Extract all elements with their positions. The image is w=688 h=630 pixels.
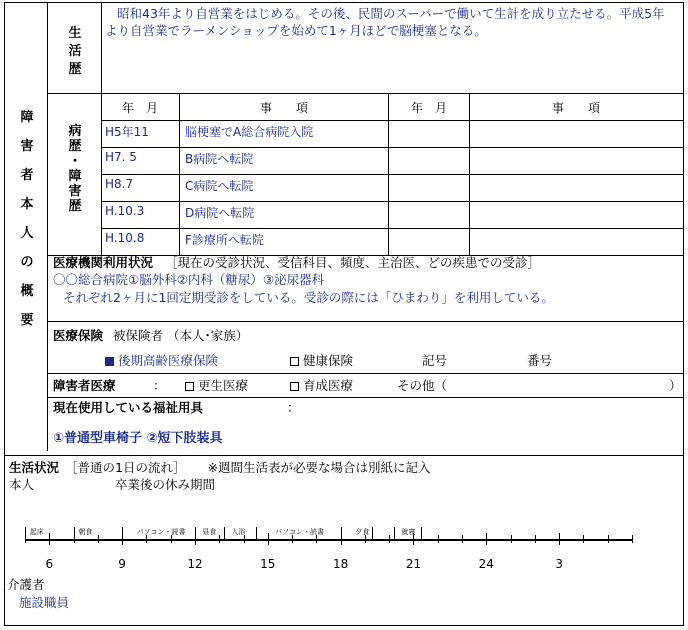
sidebar-title-char: 人	[20, 226, 34, 241]
sidebar-title-char: 要	[20, 313, 34, 328]
medical-history-char: 歴	[68, 139, 82, 154]
timeline-hour-label: 21	[405, 557, 422, 571]
timeline-tick	[583, 535, 584, 543]
timeline-tick	[632, 535, 633, 543]
medical-history-char: 害	[68, 184, 82, 199]
caregiver-name: 施設職員	[19, 595, 70, 610]
activity-boundary	[25, 527, 26, 539]
timeline-tick	[535, 535, 536, 543]
activity-boundary	[341, 527, 342, 539]
history-row-event: C病院へ転院	[185, 179, 254, 193]
disability-other: その他（	[397, 378, 448, 393]
medical-history-char: 障	[68, 169, 82, 184]
history-row-date: H8.7	[105, 177, 134, 191]
daily-life-period: 卒業後の休み期間	[115, 477, 216, 492]
daily-life-subtitle: ［普通の1日の流れ］	[65, 460, 186, 475]
daily-timeline	[5, 3, 683, 625]
timeline-tick	[219, 535, 220, 543]
history-row-date: H7. 5	[105, 150, 137, 164]
header-event2: 事 項	[551, 101, 600, 115]
activity-label: 朝食	[78, 528, 93, 536]
timeline-hour-label: 15	[260, 557, 276, 571]
timeline-tick	[559, 533, 560, 545]
medical-institution-line1: 〇〇総合病院①脳外科②内科（糖尿）③泌尿器科	[53, 272, 325, 287]
medical-institution-label: 医療機関利用状況	[53, 255, 154, 270]
insurance-label: 医療保険	[53, 328, 104, 343]
welfare-label: 現在使用している福祉用具	[53, 400, 204, 415]
timeline-hour-label: 6	[45, 557, 54, 571]
timeline-tick	[511, 535, 512, 543]
disability-medical-colon: ：	[153, 378, 166, 393]
activity-label: 起床	[29, 528, 44, 536]
timeline-tick	[268, 533, 269, 545]
timeline-hour-label: 9	[118, 557, 126, 571]
history-row-event: F診療所へ転院	[185, 233, 264, 247]
sidebar-title-char: 害	[20, 139, 34, 154]
life-history-char: 歴	[68, 62, 82, 77]
timeline-hour-label: 24	[478, 557, 494, 571]
life-history-char: 活	[68, 44, 82, 59]
activity-label: 昼食	[202, 528, 217, 536]
history-row-event: 脳梗塞でA総合病院入院	[185, 125, 314, 139]
disability-option1-label: 更生医療	[198, 378, 249, 393]
timeline-tick	[49, 533, 50, 545]
timeline-tick	[608, 535, 609, 543]
medical-history-char: ・	[68, 154, 82, 169]
timeline-hour-label: 18	[332, 557, 349, 571]
header-date: 年 月	[121, 101, 158, 115]
activity-boundary	[195, 527, 196, 539]
daily-life-note: ※週間生活表が必要な場合は別紙に記入	[207, 460, 431, 475]
timeline-axis	[25, 539, 632, 541]
activity-boundary	[421, 527, 422, 539]
life-history-text: 昭和43年より自営業をはじめる。その後、民間のスーパーで働いて生計を成り立たせる。平成5年より自営業でラーメンショップを始めて1ヶ月ほどで脳梗塞となる。	[105, 6, 665, 38]
history-row-event: B病院へ転院	[185, 152, 254, 166]
insurance-option2-label: 健康保険	[303, 353, 354, 368]
timeline-tick	[438, 535, 439, 543]
insurance-insured: 被保険者 （本人･家族）	[113, 328, 249, 343]
header-date2: 年 月	[410, 101, 447, 115]
timeline-hour-label: 3	[555, 557, 563, 571]
disability-option2-label: 育成医療	[303, 378, 354, 393]
timeline-tick	[98, 535, 99, 543]
activity-boundary	[74, 527, 75, 539]
life-history-char: 生	[68, 26, 82, 41]
sidebar-title-char: の	[20, 255, 34, 270]
timeline-tick	[462, 535, 463, 543]
sidebar-title-char: 本	[20, 197, 34, 212]
disability-other-close: ）	[669, 378, 682, 393]
welfare-colon: ：	[287, 400, 300, 415]
activity-boundary	[122, 527, 123, 539]
activity-label: パソコン・読書	[136, 528, 186, 536]
medical-institution-line2: それぞれ2ヶ月に1回定期受診をしている。受診の際には「ひまわり」を利用している。	[63, 290, 554, 305]
history-row-event: D病院へ転院	[185, 206, 255, 220]
profile-form	[4, 2, 684, 626]
daily-life-label: 生活状況	[9, 460, 60, 475]
sidebar-title-char: 概	[20, 284, 34, 299]
activity-boundary	[372, 527, 373, 539]
activity-boundary	[224, 527, 225, 539]
insurance-kigo: 記号	[422, 353, 448, 368]
activity-boundary	[394, 527, 395, 539]
insurance-option1-label: 後期高齢医療保険	[118, 353, 219, 368]
history-row-date: H5年11	[105, 125, 149, 139]
header-event: 事 項	[259, 101, 308, 115]
daily-life-self: 本人	[9, 477, 35, 492]
history-row-date: H.10.8	[105, 231, 145, 245]
disability-medical-label: 障害者医療	[53, 378, 116, 393]
caregiver-label: 介護者	[7, 577, 45, 592]
medical-history-char: 病	[68, 124, 82, 139]
history-row-date: H.10.3	[105, 204, 145, 218]
welfare-value: ①普通型車椅子 ②短下肢装具	[53, 431, 223, 446]
timeline-tick	[486, 533, 487, 545]
insurance-bango: 番号	[527, 353, 553, 368]
medical-history-char: 歴	[68, 199, 82, 214]
activity-label: パソコン・読書	[275, 528, 324, 536]
activity-boundary	[256, 527, 257, 539]
sidebar-title-char: 障	[20, 110, 34, 125]
timeline-tick	[389, 535, 390, 543]
sidebar-title-char: 者	[20, 168, 34, 183]
activity-label: 就寝	[401, 528, 416, 536]
activity-label: 入浴	[231, 528, 246, 536]
activity-label: 夕食	[355, 528, 370, 536]
medical-institution-note: ［現在の受診状況、受信科目、頻度、主治医、どの疾患での受診］	[165, 255, 541, 270]
timeline-hour-label: 12	[187, 557, 203, 571]
